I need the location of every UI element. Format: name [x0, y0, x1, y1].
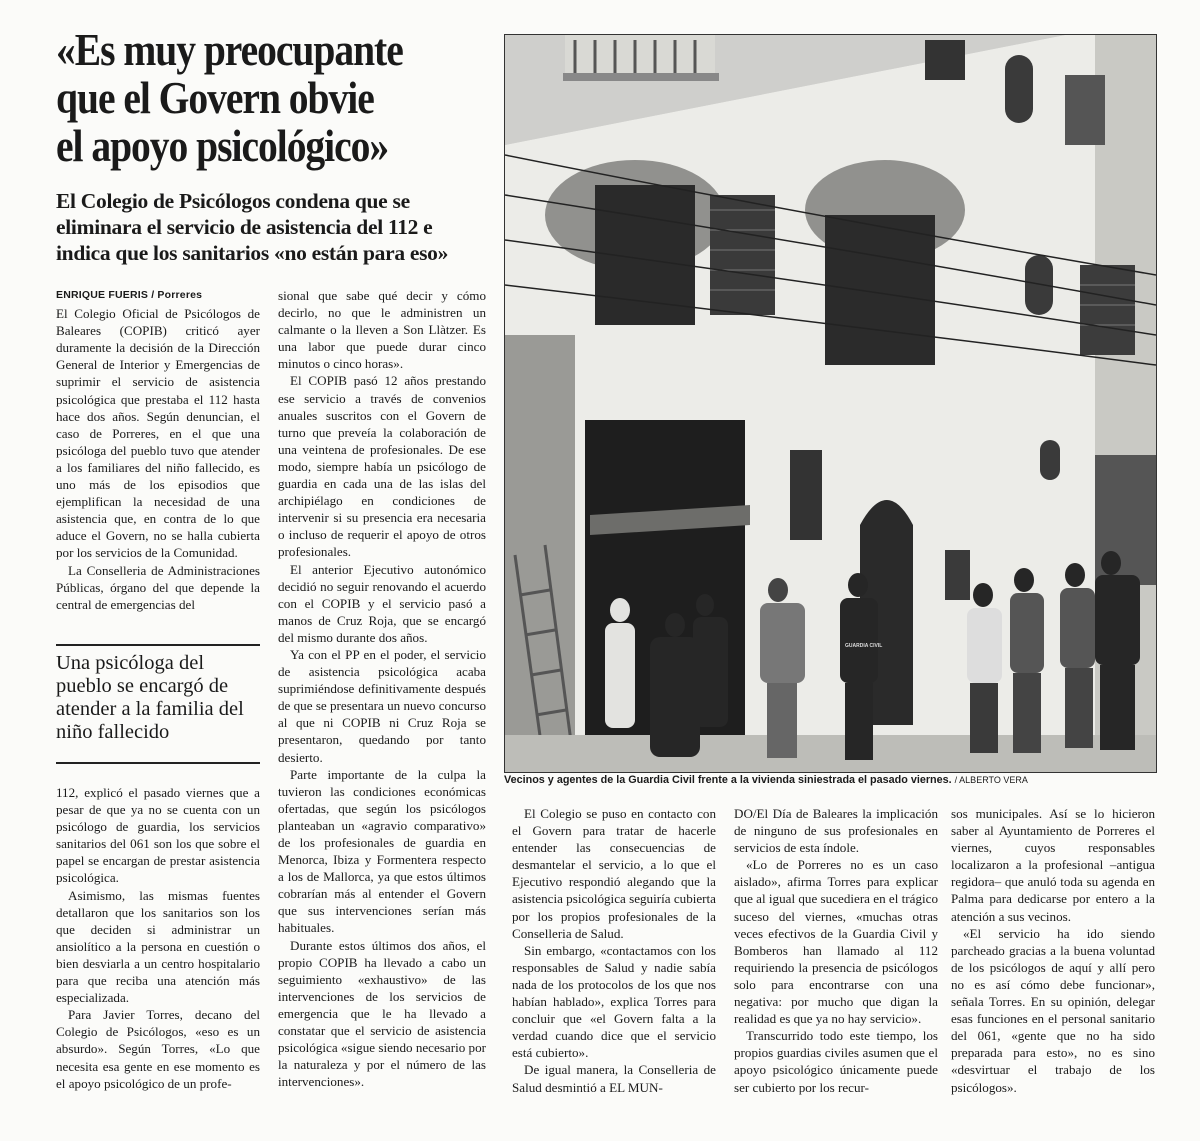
paragraph: Sin embargo, «contactamos con los responsables de Salud y nadie sabía nada de los protocolos de los que nos habían hablado», explica Torres para concluir que «el Govern falta a la verdad cuando dice que el servicio está cubierto». — [512, 942, 716, 1061]
paragraph: Durante estos últimos dos años, el propio COPIB ha llevado a cabo un seguimiento «exhaustivo» de las intervenciones de los servicios de emergencia que le ha llevado a constatar que el servicio de asistencia psicológica «sigue siendo necesario por la naturaleza y por el número de las intervenciones». — [278, 937, 486, 1090]
pullquote-rule-top — [56, 644, 260, 646]
vest-text: GUARDIA CIVIL — [845, 643, 883, 649]
headline-line: que el Govern obvie — [56, 72, 374, 123]
article-column-4 — [734, 805, 938, 1096]
byline — [56, 287, 260, 304]
news-photo — [504, 34, 1157, 773]
paragraph: sos municipales. Así se lo hicieron saber al Ayuntamiento de Porreres el viernes, cuyos responsables localizaron a la profesional –antigua regidora– que anuló toda su agenda en Palma para dedicarse por entero a la atención a sus vecinos. — [951, 806, 1155, 924]
byline-place: / Porreres — [151, 289, 203, 301]
paragraph: La Conselleria de Administraciones Públicas, órgano del que depende la central de emergencias del — [56, 562, 260, 612]
headline-line: «Es muy preocupante — [56, 24, 403, 75]
paragraph: Parte importante de la culpa la tuvieron las condiciones económicas ofertadas, que según los psicólogos planteaban un «agravio comparativo» de los profesionales de guardia en Menorca, Ibiza y Formentera respecto a los de Mallorca, ya que estos últimos cobrarían más al entender el Govern que sus intervenciones serían más habituales. — [278, 766, 486, 936]
paragraph: El anterior Ejecutivo autonómico decidió no seguir renovando el acuerdo con el COPIB y el servicio pasó a manos de Cruz Roja, que se encargó del mismo durante dos años. — [278, 561, 486, 645]
paragraph: El COPIB pasó 12 años prestando ese servicio a través de convenios anuales suscritos con el Govern de turno que preveía la colaboración de una veintena de profesionales. De ese modo, siempre había un psicólogo de guardia en cada una de las islas del archipiélago en condiciones de intervenir si su presencia era necesaria o incluso de requerir el apoyo de otros profesionales. — [278, 373, 486, 560]
photo-caption — [504, 774, 1164, 786]
paragraph: DO/El Día de Baleares la implicación de ninguno de sus profesionales en servicios de esta índole. — [734, 806, 938, 856]
paragraph: Ya con el PP en el poder, el servicio de asistencia psicológica acaba suprimiéndose definitivamente después de que se presentara un nuevo concurso al que ni COPIB ni Cruz Roja se presentaron, quedando por tanto desierto. — [278, 646, 486, 765]
subheadline-line: indica que los sanitarios «no están para eso» — [56, 241, 449, 265]
article-column-1-top — [56, 287, 260, 613]
paragraph: El Colegio se puso en contacto con el Govern para tratar de hacerle entender las consecuencias de desmantelar el servicio, a lo que el Ejecutivo respondió alegando que la asistencia psicológica seguiría cubierta por los propios profesionales de la Conselleria de Salud. — [512, 806, 716, 941]
article-column-3 — [512, 805, 716, 1096]
pull-quote: Una psicóloga del pueblo se encargó de atender a la familia del niño fallecido — [56, 652, 244, 743]
article-column-1-bottom — [56, 784, 260, 1092]
paragraph: El Colegio Oficial de Psicólogos de Baleares (COPIB) criticó ayer duramente la decisión de la Dirección General de Interior y Emergencias de suprimir el servicio de asistencia psicológica que prestaba el 112 hasta hace dos años. Según denuncian, el caso de Porreres, en el que una psicóloga del pueblo tuvo que atender a los familiares del niño fallecido, es uno más de los episodios que ejemplifican la necesidad de una asistencia que, en contra de lo que aduce el Govern, no se halla cubierta por los servicios de la Comunidad. — [56, 306, 260, 561]
byline-author: ENRIQUE FUERIS — [56, 289, 149, 301]
subheadline-line: El Colegio de Psicólogos condena que se — [56, 189, 410, 213]
paragraph: Asimismo, las mismas fuentes detallaron que los sanitarios son los que deciden si administrar un ansiolítico a la persona en cuestión o bien desviarla a un centro hospitalario para que reciba una atención más especializada. — [56, 887, 260, 1006]
photo-credit: / ALBERTO VERA — [954, 775, 1028, 785]
paragraph: «El servicio ha ido siendo parcheado gracias a la buena voluntad de los psicólogos de aquí y allí pero no es así cómo debe funcionar», señala Torres. En su opinión, delegar esas funciones en el personal sanitario del 061, «gente que no ha sido preparada para esto», no es sino «desvirtuar el trabajo de los psicólogos». — [951, 925, 1155, 1095]
pullquote-rule-bottom — [56, 762, 260, 764]
paragraph: 112, explicó el pasado viernes que a pesar de que ya no se cuenta con un psicólogo de guardia, los servicios sanitarios del 061 son los que sobre el papel se encargan de prestar asistencia psicológica. — [56, 785, 260, 886]
paragraph: Para Javier Torres, decano del Colegio de Psicólogos, «eso es un absurdo». Según Torres, «Lo que necesita esa gente en ese momento es el apoyo psicológico de un profe- — [56, 1007, 260, 1091]
article-column-5 — [951, 805, 1155, 1096]
headline-line: el apoyo psicológico» — [56, 120, 389, 171]
subheadline-line: eliminara el servicio de asistencia del 112 e — [56, 215, 433, 239]
article-column-2 — [278, 287, 486, 1090]
headline — [56, 26, 434, 170]
caption-text: Vecinos y agentes de la Guardia Civil frente a la vivienda siniestrada el pasado viernes. — [504, 774, 952, 786]
paragraph: «Lo de Porreres no es un caso aislado», afirma Torres para explicar que al igual que sucediera en el trágico suceso del viernes, «muchas otras veces efectivos de la Guardia Civil y Bomberos han llamado al 112 requiriendo la presencia de psicólogos solo para encontrarse con una negativa: por mucho que digan la realidad es que ya no hay servicio». — [734, 857, 938, 1027]
subheadline — [56, 188, 506, 266]
paragraph: Transcurrido todo este tiempo, los propios guardias civiles asumen que el apoyo psicológico únicamente puede ser cubierto por los recur- — [734, 1028, 938, 1095]
paragraph: De igual manera, la Conselleria de Salud desmintió a EL MUN- — [512, 1062, 716, 1095]
paragraph: sional que sabe qué decir y cómo decirlo, no que le administren un calmante o la lleven a Son Llàtzer. Es una labor que puede durar cinco minutos o cinco horas». — [278, 288, 486, 372]
